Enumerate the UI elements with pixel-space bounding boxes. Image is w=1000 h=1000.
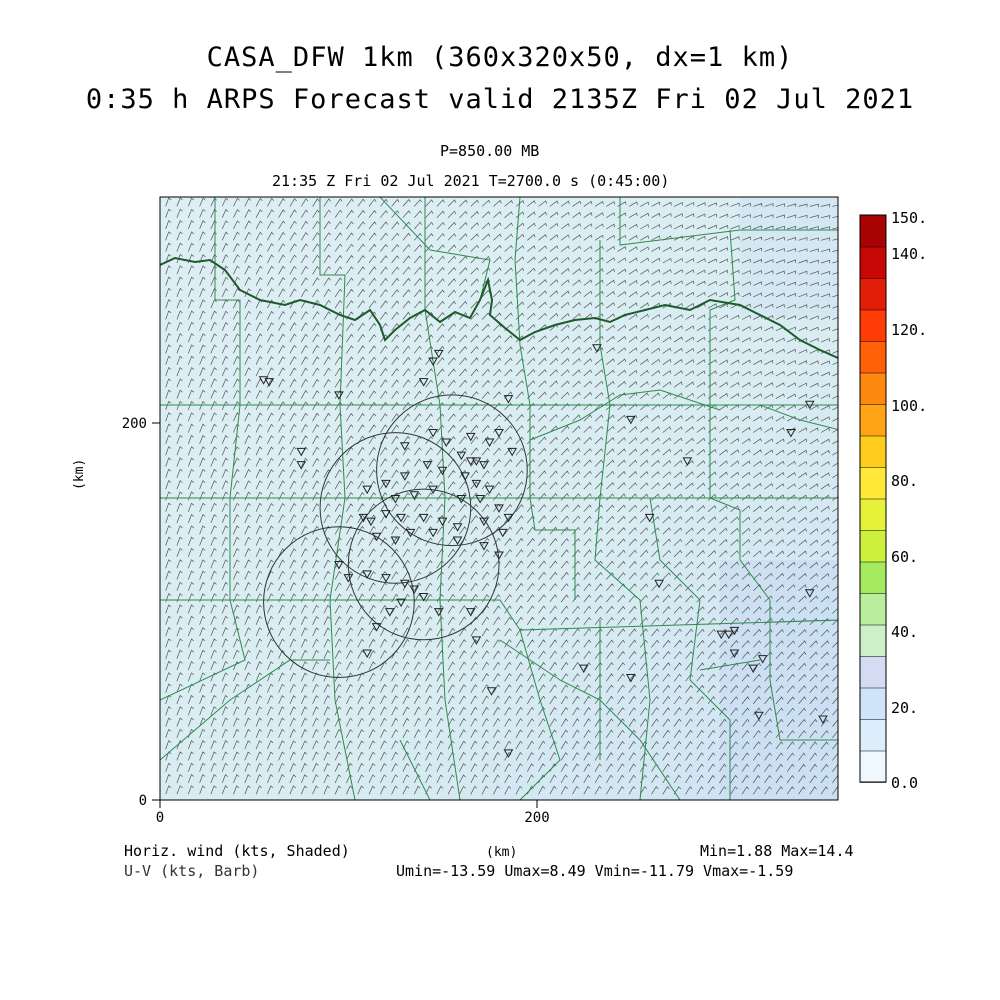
colorbar-segment [860,247,886,279]
legend-shaded: Horiz. wind (kts, Shaded) [124,842,350,860]
plot-title-line-1: CASA_DFW 1km (360x320x50, dx=1 km) [206,42,794,73]
colorbar-segment [860,215,886,247]
pressure-level: P=850.00 MB [440,142,540,160]
higher-speed-patch-ne [740,197,838,317]
colorbar-segment [860,688,886,720]
colorbar-segment [860,467,886,499]
colorbar-segment [860,278,886,310]
valid-time: 21:35 Z Fri 02 Jul 2021 T=2700.0 s (0:45:00) [272,172,670,190]
plot-title-line-2: 0:35 h ARPS Forecast valid 2135Z Fri 02 Jul 2021 [85,84,915,115]
colorbar-label: 140. [891,245,928,263]
colorbar-label: 150. [891,209,928,227]
y-tick-0: 0 [138,793,147,809]
colorbar-label: 100. [891,397,928,415]
colorbar-segment [860,530,886,562]
colorbar-segment [860,373,886,405]
colorbar-segment [860,751,886,783]
y-axis-label: (km) [72,458,87,490]
colorbar-segment [860,593,886,625]
x-tick-200: 200 [524,810,550,826]
colorbar-label: 120. [891,321,928,339]
colorbar-label: 20. [891,699,919,717]
colorbar-label: 80. [891,472,919,490]
colorbar-segment [860,436,886,468]
uv-stats: Umin=-13.59 Umax=8.49 Vmin=-11.79 Vmax=-1.59 [396,862,794,880]
y-tick-200: 200 [121,416,147,432]
colorbar-segment [860,625,886,657]
legend-barb: U-V (kts, Barb) [124,862,260,880]
x-axis-label: (km) [486,845,518,860]
colorbar-segment [860,404,886,436]
colorbar [860,215,886,783]
colorbar-segment [860,341,886,373]
colorbar-segment [860,719,886,751]
colorbar-segment [860,562,886,594]
x-tick-0: 0 [155,810,165,826]
colorbar-segment [860,656,886,688]
higher-speed-patch [720,560,838,800]
colorbar-segment [860,310,886,342]
colorbar-segment [860,499,886,531]
colorbar-label: 0.0 [891,774,919,792]
colorbar-label: 60. [891,548,919,566]
colorbar-label: 40. [891,623,919,641]
min-max-stats: Min=1.88 Max=14.4 [700,842,854,860]
